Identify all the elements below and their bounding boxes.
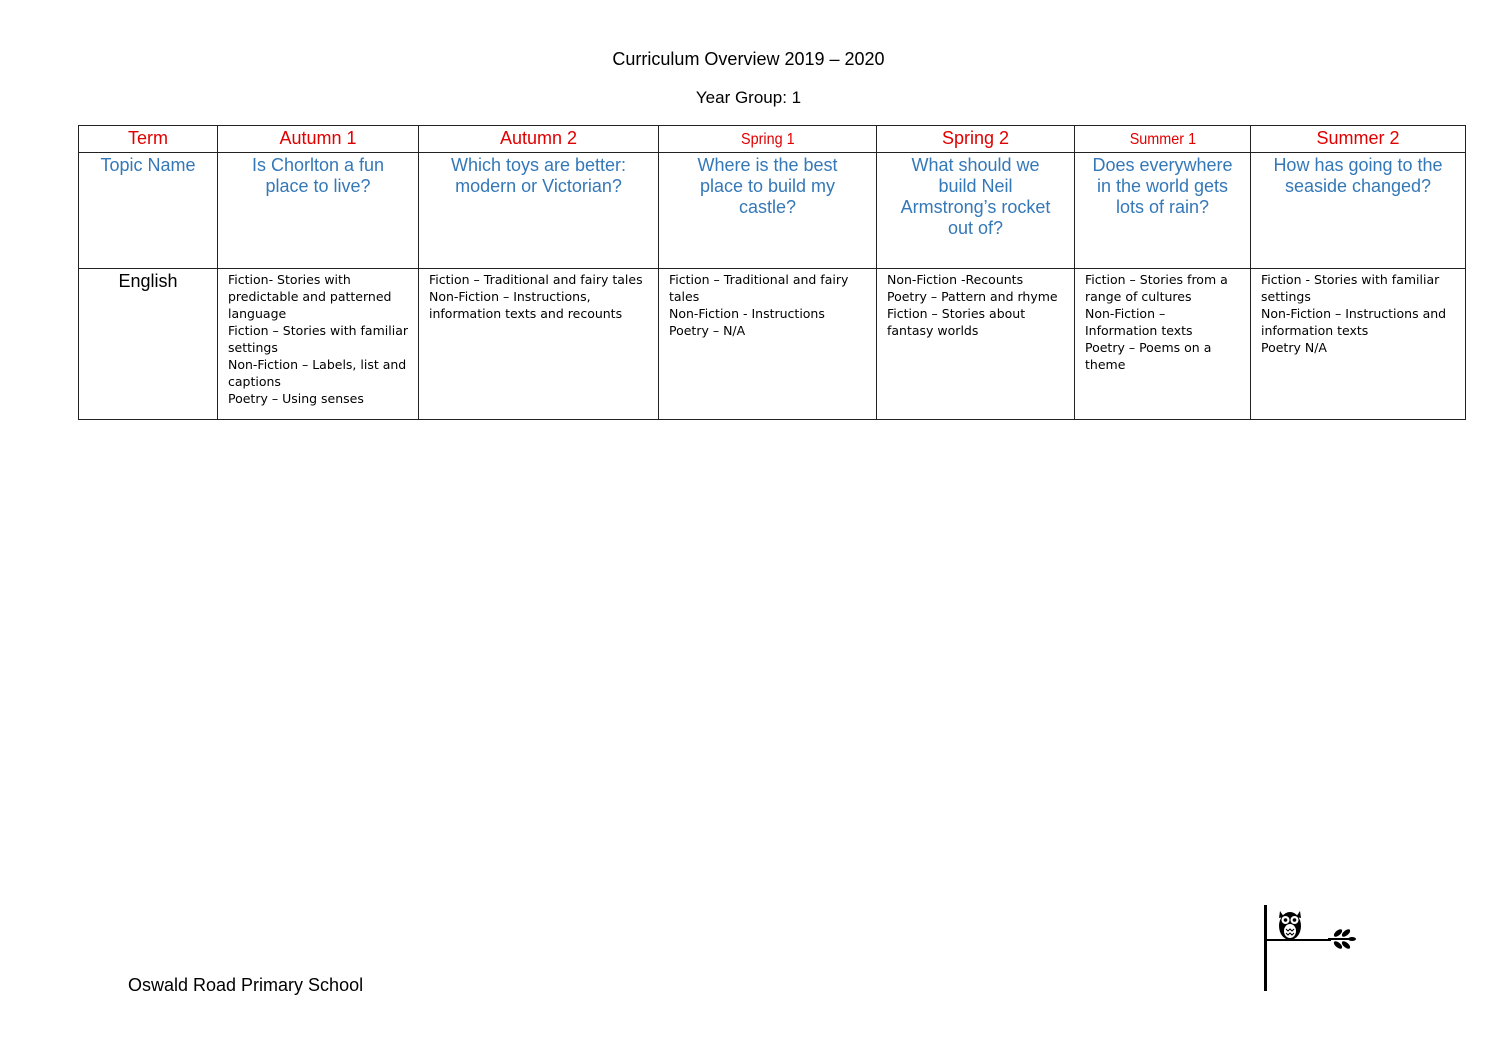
list-item: Fiction - Stories with familiar settings <box>1261 272 1440 304</box>
term-autumn-1: Autumn 1 <box>218 126 419 153</box>
english-spring-2 <box>877 269 1075 420</box>
year-group-label: Year Group: 1 <box>695 88 802 107</box>
term-spring-2: Spring 2 <box>877 126 1075 153</box>
list-item: Poetry N/A <box>1261 340 1327 355</box>
topic-row <box>79 153 1466 269</box>
topic-summer-2: How has going to the seaside changed? <box>1251 153 1466 269</box>
english-autumn-2 <box>419 269 659 420</box>
list-item: Fiction- Stories with predictable and patterned language <box>228 272 392 321</box>
list-item: Non-Fiction – Instructions, information texts and recounts <box>429 289 623 321</box>
list-item: Non-Fiction – Labels, list and captions <box>228 357 407 389</box>
list-item: Poetry – Pattern and rhyme <box>887 289 1058 304</box>
page-title: Curriculum Overview 2019 – 2020 <box>612 49 885 69</box>
english-autumn-1 <box>218 269 419 420</box>
list-item: Poetry – N/A <box>669 323 746 338</box>
list-item: Fiction – Traditional and fairy tales <box>429 272 643 287</box>
topic-label: Topic Name <box>79 153 218 269</box>
list-item: Non-Fiction – Instructions and information texts <box>1261 306 1447 338</box>
english-summer-1 <box>1075 269 1251 420</box>
list-item: Fiction – Stories from a range of cultures <box>1085 272 1228 304</box>
owl-on-branch-icon <box>1262 905 1362 993</box>
english-row <box>79 269 1466 420</box>
term-header-row <box>79 126 1466 153</box>
topic-spring-1: Where is the best place to build my castle? <box>659 153 877 269</box>
term-autumn-2: Autumn 2 <box>419 126 659 153</box>
topic-autumn-2: Which toys are better: modern or Victorian? <box>419 153 659 269</box>
english-spring-1 <box>659 269 877 420</box>
topic-autumn-1: Is Chorlton a fun place to live? <box>218 153 419 269</box>
list-item: Poetry – Using senses <box>228 391 364 406</box>
subject-english: English <box>79 269 218 420</box>
list-item: Fiction – Traditional and fairy tales <box>669 272 849 304</box>
list-item: Fiction – Stories about fantasy worlds <box>887 306 1026 338</box>
topic-spring-2: What should we build Neil Armstrong’s rocket out of? <box>877 153 1075 269</box>
school-name: Oswald Road Primary School <box>128 975 364 995</box>
english-summer-2 <box>1251 269 1466 420</box>
term-summer-1 <box>1075 126 1251 153</box>
list-item: Poetry – Poems on a theme <box>1085 340 1212 372</box>
term-header: Term <box>79 126 218 153</box>
term-summer-2: Summer 2 <box>1251 126 1466 153</box>
term-spring-1 <box>659 126 877 153</box>
curriculum-table <box>78 125 1466 420</box>
term-spring-1-label: Spring 1 <box>740 131 795 148</box>
topic-summer-1: Does everywhere in the world gets lots of rain? <box>1075 153 1251 269</box>
list-item: Non-Fiction – Information texts <box>1085 306 1193 338</box>
list-item: Fiction – Stories with familiar settings <box>228 323 408 355</box>
list-item: Non-Fiction -Recounts <box>887 272 1024 287</box>
term-summer-1-label: Summer 1 <box>1129 131 1196 148</box>
list-item: Non-Fiction - Instructions <box>669 306 825 321</box>
